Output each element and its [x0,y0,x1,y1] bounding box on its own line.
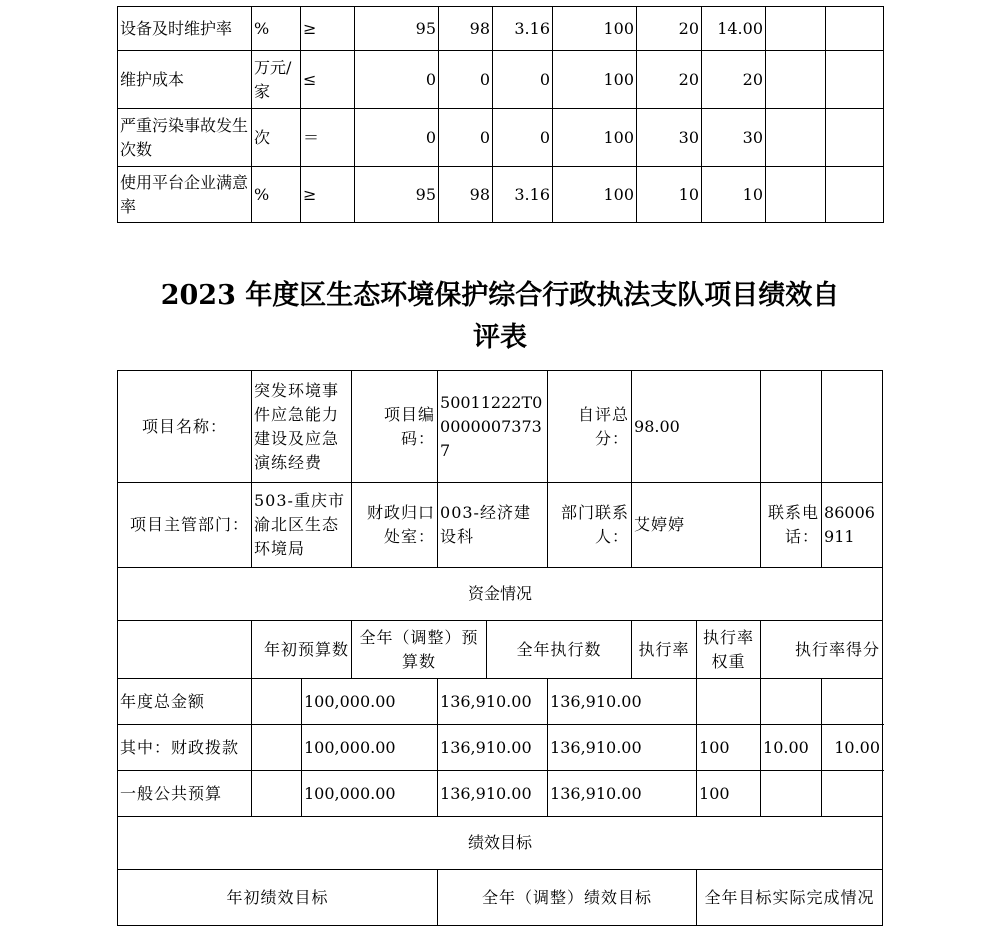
indicator-weight: 20 [637,7,702,51]
empty-cell [252,771,302,817]
phone-label: 联系电话： [761,483,822,568]
self-score-label: 自评总分： [548,371,632,483]
contact-label: 部门联系人： [548,483,632,568]
table-row [118,51,884,109]
fund-initial: 100,000.00 [302,679,438,725]
indicator-target: 95 [355,167,439,223]
fund-executed: 136,910.00 [548,725,697,771]
indicator-rate: 3.16 [493,7,553,51]
self-score: 98.00 [632,371,761,483]
indicator-weight: 20 [637,51,702,109]
funds-section-title: 资金情况 [118,568,883,621]
indicator-actual: 98 [439,7,493,51]
fund-exec-rate: 100 [697,771,761,817]
empty-cell [766,109,826,167]
indicator-score: 10 [702,167,766,223]
fund-exec-rate: 100 [697,725,761,771]
indicator-full: 100 [553,51,637,109]
indicator-name: 设备及时维护率 [118,7,252,51]
indicator-unit: % [252,167,301,223]
page-title [0,275,1000,359]
empty-cell [252,725,302,771]
indicator-unit: 次 [252,109,301,167]
empty-cell [826,109,884,167]
indicator-rate: 0 [493,51,553,109]
indicator-name: 使用平台企业满意率 [118,167,252,223]
fund-initial: 100,000.00 [302,725,438,771]
empty-cell [826,7,884,51]
dept: 503-重庆市渝北区生态环境局 [252,483,352,568]
indicator-table [117,6,884,223]
indicator-score: 14.00 [702,7,766,51]
header-rate-score: 执行率得分 [761,621,883,679]
self-evaluation-table [117,370,883,926]
dept-label: 项目主管部门： [118,483,252,568]
table-row [118,870,883,926]
goals-initial: 年初绩效目标 [118,870,438,926]
header-exec-rate: 执行率 [632,621,697,679]
contact: 艾婷婷 [632,483,761,568]
indicator-rate: 3.16 [493,167,553,223]
fund-weight: 10.00 [761,725,822,771]
fund-score [822,771,883,817]
fund-adjusted: 136,910.00 [438,679,548,725]
indicator-rate: 0 [493,109,553,167]
indicator-full: 100 [553,109,637,167]
empty-cell [252,679,302,725]
indicator-full: 100 [553,7,637,51]
table-row [118,167,884,223]
project-code: 50011222T000000073737 [438,371,548,483]
table-row [118,371,883,483]
header-rate-weight: 执行率权重 [697,621,761,679]
table-row [118,568,883,621]
indicator-unit: % [252,7,301,51]
goals-actual: 全年目标实际完成情况 [697,870,883,926]
empty-cell [766,167,826,223]
indicator-weight: 30 [637,109,702,167]
phone: 86006911 [822,483,883,568]
table-row [118,817,883,870]
indicator-actual: 0 [439,51,493,109]
fund-row-label: 其中：财政拨款 [118,725,252,771]
empty-cell [761,371,822,483]
fund-weight [761,771,822,817]
empty-cell [766,51,826,109]
empty-cell [118,621,252,679]
table-row [118,109,884,167]
indicator-name: 维护成本 [118,51,252,109]
fund-executed: 136,910.00 [548,679,697,725]
indicator-target: 0 [355,51,439,109]
table-row [118,483,883,568]
indicator-symbol: ＝ [301,109,355,167]
table-row [118,621,883,679]
goals-adjusted: 全年（调整）绩效目标 [438,870,697,926]
indicator-target: 0 [355,109,439,167]
indicator-actual: 98 [439,167,493,223]
fund-executed: 136,910.00 [548,771,697,817]
fund-score [822,679,883,725]
table-row [118,725,883,771]
fund-initial: 100,000.00 [302,771,438,817]
indicator-symbol: ≥ [301,167,355,223]
indicator-symbol: ≥ [301,7,355,51]
goals-section-title: 绩效目标 [118,817,883,870]
indicator-target: 95 [355,7,439,51]
indicator-weight: 10 [637,167,702,223]
project-name-label: 项目名称： [118,371,252,483]
indicator-score: 20 [702,51,766,109]
fund-weight [761,679,822,725]
fund-adjusted: 136,910.00 [438,771,548,817]
empty-cell [826,167,884,223]
fund-adjusted: 136,910.00 [438,725,548,771]
project-name: 突发环境事件应急能力建设及应急演练经费 [252,371,352,483]
indicator-symbol: ≤ [301,51,355,109]
empty-cell [822,371,883,483]
page-title-line1: 2023 年度区生态环境保护综合行政执法支队项目绩效自 [160,280,840,311]
header-adjusted: 全年（调整）预算数 [352,621,487,679]
page-title-line2: 评表 [473,322,527,353]
indicator-score: 30 [702,109,766,167]
finance: 003-经济建设科 [438,483,548,568]
indicator-full: 100 [553,167,637,223]
finance-label: 财政归口处室： [352,483,438,568]
indicator-actual: 0 [439,109,493,167]
table-row [118,679,883,725]
project-code-label: 项目编码： [352,371,438,483]
empty-cell [766,7,826,51]
indicator-name: 严重污染事故发生次数 [118,109,252,167]
header-initial: 年初预算数 [252,621,352,679]
header-executed: 全年执行数 [487,621,632,679]
table-row [118,7,884,51]
indicator-unit: 万元/家 [252,51,301,109]
fund-score: 10.00 [822,725,883,771]
fund-exec-rate [697,679,761,725]
empty-cell [826,51,884,109]
table-row [118,771,883,817]
fund-row-label: 年度总金额 [118,679,252,725]
fund-row-label: 一般公共预算 [118,771,252,817]
